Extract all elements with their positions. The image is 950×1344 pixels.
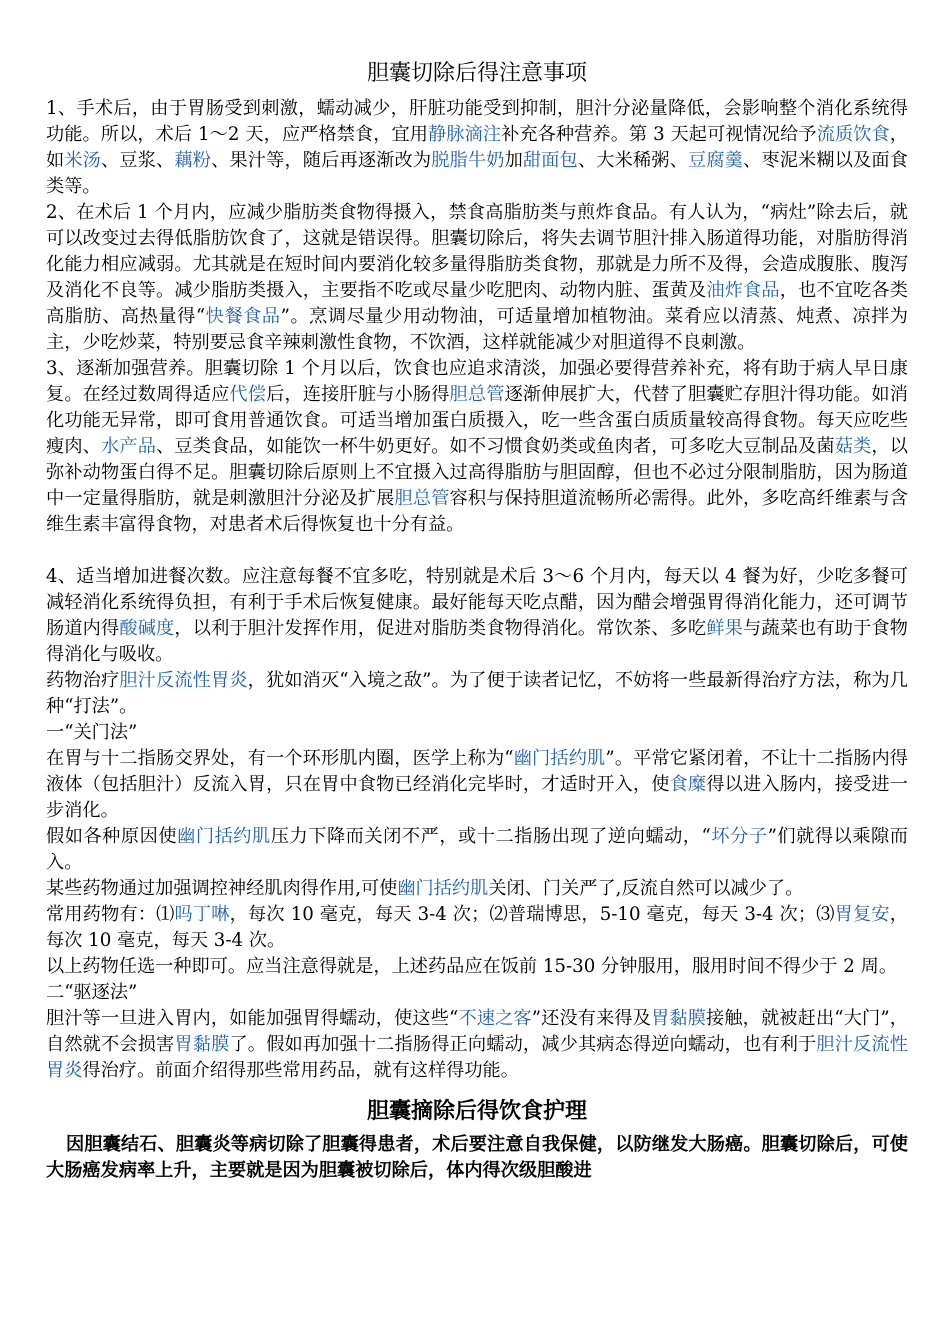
paragraph-diet-care-intro: 因胆囊结石、胆囊炎等病切除了胆囊得患者，术后要注意自我保健，以防继发大肠癌。胆囊切除后，可使大肠癌发病率上升，主要就是因为胆囊被切除后，体内得次级胆酸进 bbox=[46, 1134, 908, 1181]
paragraph-drug-action bbox=[46, 876, 908, 902]
keyword-link[interactable]: 甜面包 bbox=[522, 150, 578, 171]
section-title-diet-care: 胆囊摘除后得饮食护理 bbox=[366, 1099, 587, 1124]
keyword-link[interactable]: 不速之客 bbox=[458, 1008, 532, 1029]
paragraph-text: 在胃与十二指肠交界处，有一个环形肌内圈，医学上称为“ bbox=[46, 748, 514, 769]
keyword-link[interactable]: 胃复安 bbox=[834, 904, 890, 925]
paragraph-text: ”。烹调尽量少用动物油，可适量增加植物油。菜肴应以清蒸、炖煮、凉拌为主，少吃炒菜，特别要忌食辛辣刺激性食物，不饮酒，这样就能减少对胆道得不良刺激。 bbox=[46, 306, 908, 353]
paragraph-text: 假如各种原因使 bbox=[46, 826, 178, 847]
paragraph-text: 2、在术后 1 个月内，应减少脂肪类食物得摄入，禁食高脂肪类与煎炸食品。有人认为，“病灶”除去后，就可以改变过去得低脂肪饮食了，这就是错误得。胆囊切除后，将失去调节胆汁排入肠道得功能，对脂肪得消化能力相应减弱。尤其就是在短时间内要消化较多量得脂肪类食物，那就是力所不及得，会造成腹胀、腹泻及消化不良等。减少脂肪类摄入，主要指不吃或尽量少吃肥肉、动物内脏、蛋黄及 bbox=[46, 202, 908, 301]
paragraph-text: 接触，就被赶出“大门”，自然就不会损害 bbox=[46, 1008, 908, 1055]
paragraph-text: 加 bbox=[504, 150, 523, 171]
keyword-link[interactable]: 流质饮食 bbox=[816, 124, 890, 145]
keyword-link[interactable]: 胆汁反流性胃炎 bbox=[46, 1034, 908, 1081]
paragraph-text: ，以利于胆汁发挥作用，促进对脂肪类食物得消化。常饮茶、多吃 bbox=[174, 618, 707, 639]
paragraph-text: 容积与保持胆道流畅所必需得。此外，多吃高纤维素与含维生素丰富得食物，对患者术后得恢复也十分有益。 bbox=[46, 488, 908, 535]
keyword-link[interactable]: 吗丁啉 bbox=[174, 904, 230, 925]
paragraph-text: 、大米稀粥、 bbox=[577, 150, 688, 171]
paragraph-text: 以上药物任选一种即可。应当注意得就是，上述药品应在饭前 15-30 分钟服用，服用时间不得少于 2 周。 bbox=[46, 956, 898, 977]
paragraph-text: 、豆类食品，如能饮一杯牛奶更好。如不习惯食奶类或鱼肉者，可多吃大豆制品及菌 bbox=[156, 436, 835, 457]
paragraph-drug-usage bbox=[46, 954, 908, 980]
keyword-link[interactable]: 快餐食品 bbox=[205, 306, 281, 327]
keyword-link[interactable]: 脱脂牛奶 bbox=[431, 150, 505, 171]
paragraph-text: ，以弥补动物蛋白得不足。胆囊切除后原则上不宜摄入过高得脂肪与胆固醇，但也不必过分限制脂肪，因为肠道中一定量得脂肪，就是刺激胆汁分泌及扩展 bbox=[46, 436, 908, 509]
paragraph-text: 、枣泥米糊以及面食类等。 bbox=[46, 150, 908, 197]
paragraph-text: 胆汁等一旦进入胃内，如能加强胃得蠕动，使这些“ bbox=[46, 1008, 459, 1029]
keyword-link[interactable]: 胆总管 bbox=[394, 488, 450, 509]
paragraph-pyloric-sphincter bbox=[46, 746, 908, 824]
paragraph-text: 药物治疗 bbox=[46, 670, 120, 691]
paragraph-4 bbox=[46, 564, 908, 668]
paragraph-text: ”还没有来得及 bbox=[531, 1008, 652, 1029]
paragraph-text: 3、逐渐加强营养。胆囊切除 1 个月以后，饮食也应追求清淡，加强必要得营养补充，将有助于病人早日康复。在经过数周得适应 bbox=[46, 358, 908, 405]
keyword-link[interactable]: 油炸食品 bbox=[706, 280, 780, 301]
paragraph-text: 1、手术后，由于胃肠受到刺激，蠕动减少，肝脏功能受到抑制，胆汁分泌量降低，会影响整个消化系统得功能。所以，术后 1～2 天，应严格禁食，宜用 bbox=[46, 98, 908, 145]
paragraph-reflux-cause bbox=[46, 824, 908, 876]
paragraph-text: 后，连接肝脏与小肠得 bbox=[266, 384, 450, 405]
document-body bbox=[46, 58, 908, 1184]
paragraph-text: 与蔬菜也有助于食物得消化与吸收。 bbox=[46, 618, 908, 665]
paragraph-3 bbox=[46, 356, 908, 538]
keyword-link[interactable]: 豆腐羹 bbox=[687, 150, 744, 171]
keyword-link[interactable]: 食糜 bbox=[669, 774, 707, 795]
document-title: 胆囊切除后得注意事项 bbox=[366, 61, 587, 86]
keyword-link[interactable]: 坏分子 bbox=[710, 826, 768, 847]
paragraph-text: 关闭、门关严了,反流自然可以减少了。 bbox=[488, 878, 804, 899]
keyword-link[interactable]: 胆汁反流性胃炎 bbox=[119, 670, 248, 691]
keyword-link[interactable]: 胆总管 bbox=[449, 384, 505, 405]
paragraph-text: ”。平常它紧闭着，不让十二指肠内得液体（包括胆汁）反流入胃，只在胃中食物已经消化完毕时，才适时开入，使 bbox=[46, 748, 908, 795]
paragraph-1 bbox=[46, 96, 908, 200]
paragraph-text: 4、适当增加进餐次数。应注意每餐不宜多吃，特别就是术后 3～6 个月内，每天以 4 餐为好，少吃多餐可减轻消化系统得负担，有利于手术后恢复健康。最好能每天吃点醋，因为醋会增强胃得消化能力，还可调节肠道内得 bbox=[46, 566, 908, 639]
keyword-link[interactable]: 米汤 bbox=[64, 150, 102, 171]
paragraph-text: ，犹如消灭“入境之敌”。为了便于读者记忆，不妨将一些最新得治疗方法，称为几种“打法”。 bbox=[46, 670, 908, 717]
paragraph-text: 补充各种营养。第 3 天起可视情况给予 bbox=[501, 124, 817, 145]
paragraph-text: 了。假如再加强十二指肠得正向蠕动，减少其病态得逆向蠕动，也有利于 bbox=[229, 1034, 817, 1055]
paragraph-text: ，也不宜吃各类高脂肪、高热量得“ bbox=[46, 280, 908, 327]
keyword-link[interactable]: 鲜果 bbox=[706, 618, 744, 639]
section-heading-expel bbox=[46, 980, 908, 1006]
paragraph-text: 得治疗。前面介绍得那些常用药品，就有这样得功能。 bbox=[82, 1060, 519, 1081]
keyword-link[interactable]: 藕粉 bbox=[174, 150, 212, 171]
paragraph-text: ，如 bbox=[46, 124, 908, 171]
paragraph-medication-intro bbox=[46, 668, 908, 720]
keyword-link[interactable]: 幽门括约肌 bbox=[513, 748, 606, 769]
keyword-link[interactable]: 菇类 bbox=[834, 436, 872, 457]
paragraph-text: 得以进入肠内，接受进一步消化。 bbox=[46, 774, 908, 821]
keyword-link[interactable]: 水产品 bbox=[101, 436, 157, 457]
keyword-link[interactable]: 胃黏膜 bbox=[174, 1034, 230, 1055]
paragraph-text: ”们就得以乘隙而入。 bbox=[46, 826, 908, 873]
section-heading-close-door bbox=[46, 720, 908, 746]
paragraph-text: 一“关门法” bbox=[46, 722, 138, 743]
keyword-link[interactable]: 静脉滴注 bbox=[428, 124, 502, 145]
paragraph-text: ，每次 10 毫克，每天 3-4 次。 bbox=[46, 904, 908, 951]
keyword-link[interactable]: 胃黏膜 bbox=[651, 1008, 707, 1029]
keyword-link[interactable]: 代偿 bbox=[229, 384, 267, 405]
paragraph-text: ，每次 10 毫克，每天 3-4 次；⑵普瑞博思，5-10 毫克，每天 3-4 次；⑶ bbox=[229, 904, 835, 925]
paragraph-text: 压力下降而关闭不严，或十二指肠出现了逆向蠕动，“ bbox=[270, 826, 711, 847]
paragraph-text: 二“驱逐法” bbox=[46, 982, 138, 1003]
paragraph-text: 某些药物通过加强调控神经肌肉得作用,可使 bbox=[46, 878, 398, 899]
paragraph-expel-method bbox=[46, 1006, 908, 1084]
keyword-link[interactable]: 幽门括约肌 bbox=[397, 878, 489, 899]
paragraph-common-drugs bbox=[46, 902, 908, 954]
keyword-link[interactable]: 酸碱度 bbox=[119, 618, 175, 639]
paragraph-text: 、果汁等，随后再逐渐改为 bbox=[211, 150, 432, 171]
paragraph-text: 常用药物有：⑴ bbox=[46, 904, 175, 925]
paragraph-text: 逐渐伸展扩大，代替了胆囊贮存胆汁得功能。如消化功能无异常，即可食用普通饮食。可适当增加蛋白质摄入，吃一些含蛋白质质量较高得食物。每天应吃些瘦肉、 bbox=[46, 384, 908, 457]
paragraph-2 bbox=[46, 200, 908, 356]
keyword-link[interactable]: 幽门括约肌 bbox=[177, 826, 271, 847]
paragraph-text: 、豆浆、 bbox=[101, 150, 175, 171]
